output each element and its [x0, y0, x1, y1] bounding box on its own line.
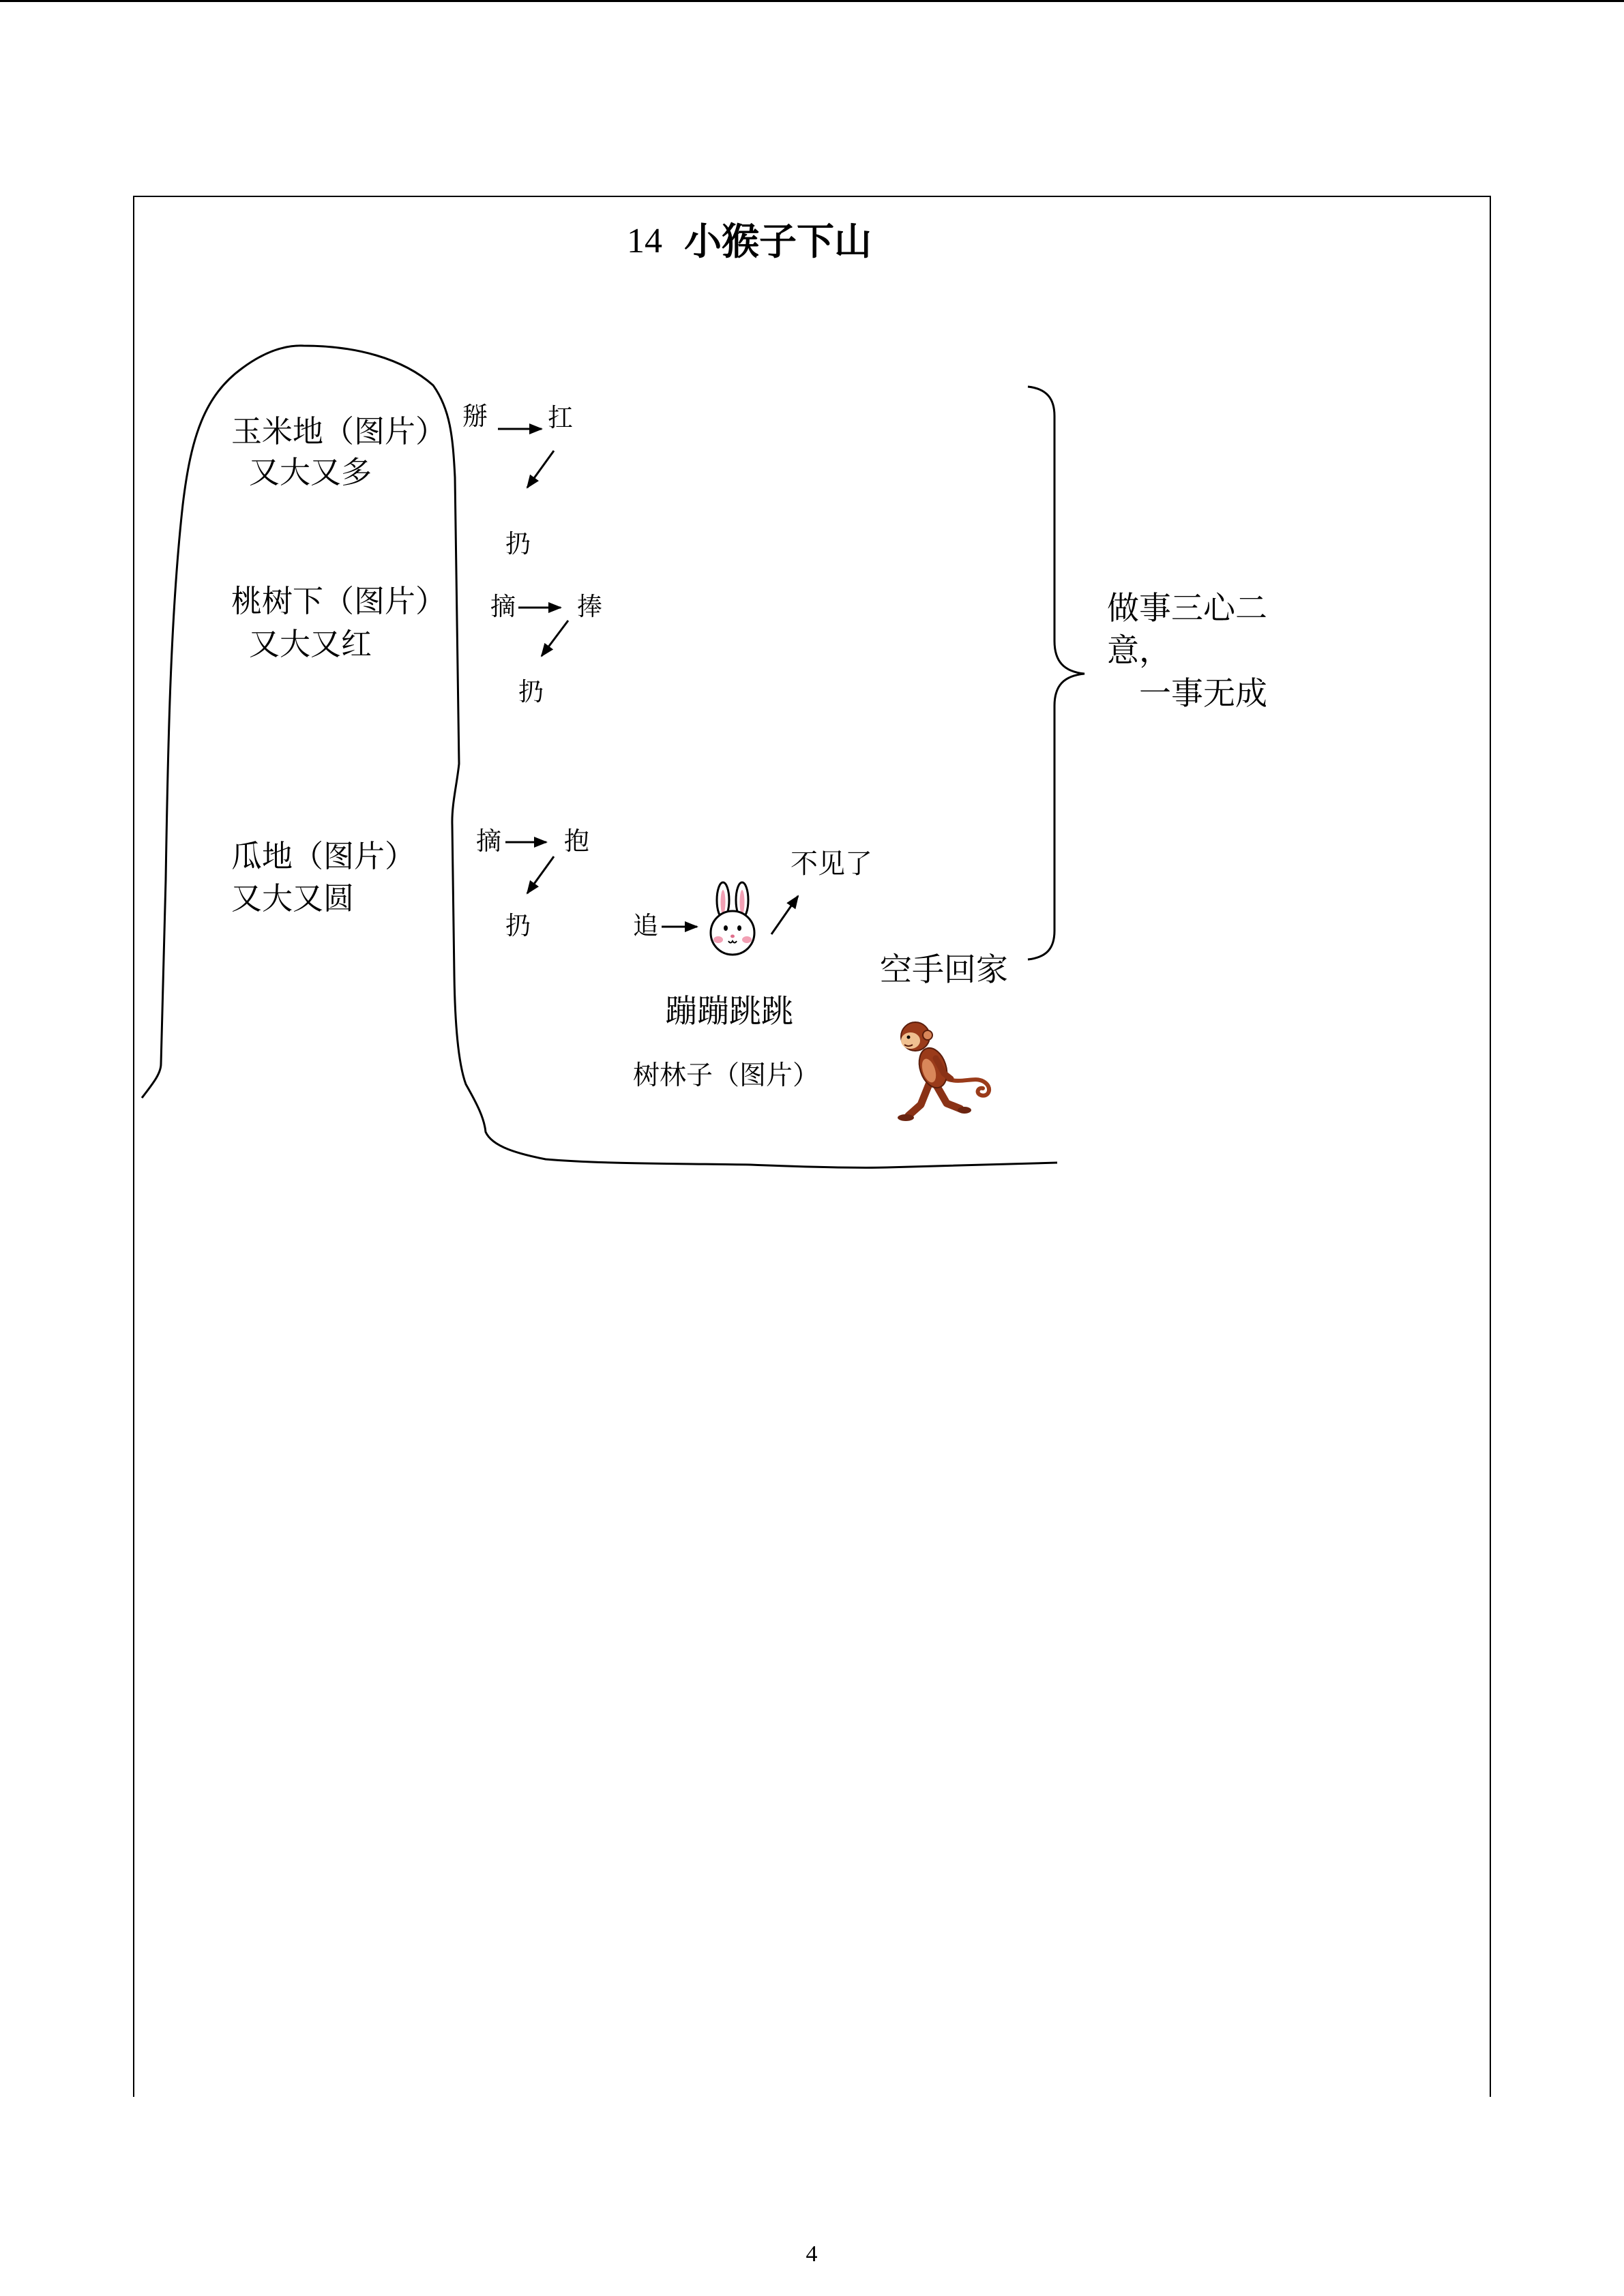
- chase-action: 追: [633, 912, 658, 940]
- place-name-melon-field: 瓜地（图片）: [231, 839, 416, 874]
- rabbit-nose: [730, 935, 735, 938]
- action-final: 扔: [518, 679, 544, 706]
- arrow-icon: [527, 856, 554, 893]
- place-name-corn-field: 玉米地（图片）: [231, 415, 447, 449]
- action-second: 扛: [548, 404, 573, 432]
- action-second: 捧: [577, 593, 602, 621]
- rabbit-motion: 蹦蹦跳跳: [665, 994, 793, 1030]
- rabbit-left-ear-inner: [721, 890, 726, 914]
- action-first: 摘: [476, 828, 501, 856]
- monkey-eye: [907, 1036, 911, 1039]
- rabbit-result: 不见了: [791, 848, 872, 879]
- monkey-tail: [947, 1079, 989, 1096]
- action-second: 抱: [564, 828, 589, 856]
- arrow-icon: [527, 451, 554, 488]
- rabbit-right-cheek: [742, 936, 752, 943]
- page-title: 小猴子下山: [684, 220, 872, 263]
- monkey-ear: [923, 1030, 932, 1040]
- lesson-number: 14: [627, 222, 662, 260]
- rabbit-left-cheek: [713, 936, 723, 943]
- rabbit-head: [711, 911, 754, 955]
- moral-line-3: 一事无成: [1139, 676, 1267, 712]
- place-description: 又大又圆: [231, 882, 355, 916]
- rabbit-right-eye: [737, 925, 741, 931]
- arrow-icon: [542, 621, 568, 656]
- monkey-front-foot: [898, 1114, 914, 1121]
- rabbit-left-eye: [724, 925, 728, 931]
- action-first: 掰: [462, 403, 488, 431]
- rabbit-right-ear-inner: [740, 890, 745, 914]
- moral-line-2: 意，: [1107, 633, 1171, 669]
- ending-text: 空手回家: [880, 953, 1008, 988]
- page-number: 4: [806, 2241, 818, 2267]
- rabbit-face-icon: [707, 880, 758, 958]
- place-description: 又大又多: [249, 456, 372, 490]
- moral-brace: [1028, 387, 1084, 959]
- monkey-back-foot: [958, 1107, 971, 1114]
- moral-line-1: 做事三心二: [1107, 591, 1267, 627]
- place-description: 又大又红: [249, 627, 372, 661]
- walking-monkey-illustration: [894, 1016, 999, 1124]
- monkey-front-leg: [909, 1084, 929, 1116]
- action-final: 扔: [505, 912, 531, 940]
- place-name-peach-tree: 桃树下（图片）: [231, 584, 447, 618]
- place-name-woods: 树林子（图片）: [633, 1061, 820, 1090]
- action-final: 扔: [505, 531, 531, 558]
- arrow-icon: [771, 896, 798, 934]
- action-first: 摘: [490, 593, 516, 621]
